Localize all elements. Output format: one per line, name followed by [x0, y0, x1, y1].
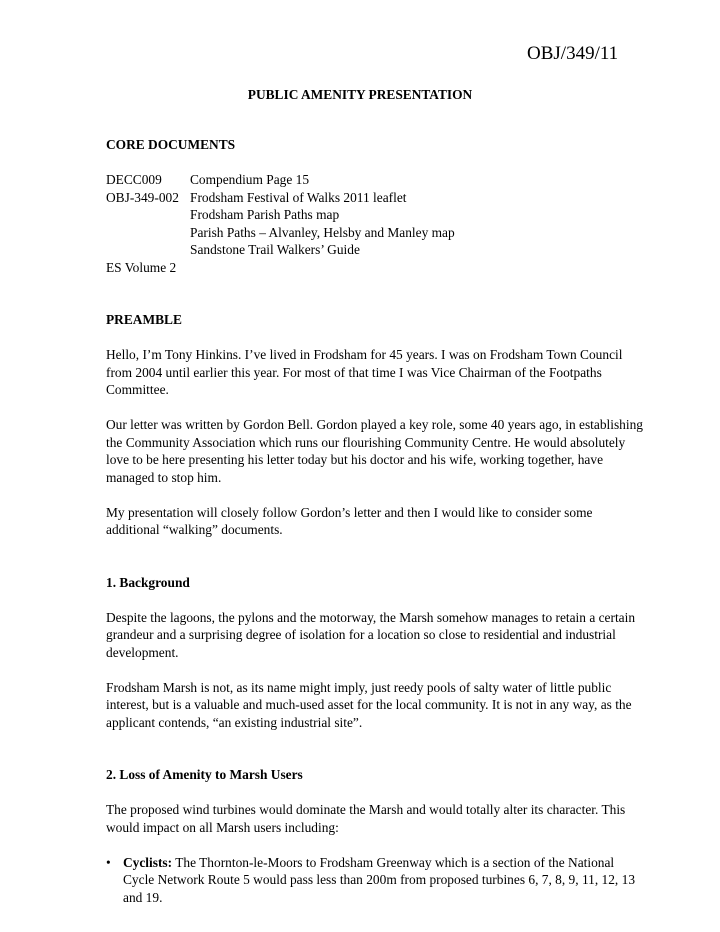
core-document-title: Frodsham Parish Paths map [190, 207, 340, 222]
core-document-row [106, 189, 646, 259]
core-document-title: Sandstone Trail Walkers’ Guide [190, 242, 360, 257]
document-body [106, 136, 646, 906]
background-paragraph: Frodsham Marsh is not, as its name might imply, just reedy pools of salty water of little public interest, but is a valuable and much-used asset for the local community. It is not in any way, as the applicant contends, “an existing industrial site”. [106, 679, 632, 730]
document-title: PUBLIC AMENITY PRESENTATION [247, 87, 473, 102]
core-document-code: ES Volume 2 [106, 259, 177, 275]
core-document-title: Compendium Page 15 [190, 172, 310, 187]
bullet-label: Cyclists: [123, 854, 173, 870]
bullet-text: The Thornton-le-Moors to Frodsham Greenway which is a section of the National Cycle Network Route 5 would pass less than 200m from proposed turbines 6, 7, 8, 9, 11, 12, 13 and 19. [123, 854, 636, 905]
core-document-row [106, 259, 646, 277]
preamble-paragraph: Hello, I’m Tony Hinkins. I’ve lived in Frodsham for 45 years. I was on Frodsham Town Council from 2004 until earlier this year. For most of that time I was Vice Chairman of the Footpaths Committee. [106, 347, 623, 397]
core-documents-heading: CORE DOCUMENTS [106, 137, 236, 152]
core-document-row [106, 171, 646, 189]
background-paragraph: Despite the lagoons, the pylons and the motorway, the Marsh somehow manages to retain a certain grandeur and a surprising degree of isolation for a location so close to residential and industrial development. [106, 609, 636, 660]
core-document-title: Parish Paths – Alvanley, Helsby and Manley map [190, 224, 455, 240]
core-document-code: OBJ-349-002 [106, 189, 179, 205]
list-item [106, 854, 646, 907]
core-document-code: DECC009 [106, 172, 162, 187]
background-heading: 1. Background [106, 574, 190, 590]
loss-of-amenity-heading: 2. Loss of Amenity to Marsh Users [106, 767, 303, 782]
preamble-paragraph: My presentation will closely follow Gordon’s letter and then I would like to consider some additional “walking” documents. [106, 504, 593, 537]
bullet-icon: • [106, 854, 111, 870]
loss-of-amenity-intro: The proposed wind turbines would dominate the Marsh and would totally alter its character. This would impact on all Marsh users including: [106, 802, 626, 835]
document-reference: OBJ/349/11 [527, 43, 619, 64]
core-documents-table [106, 171, 646, 276]
core-document-title: Frodsham Festival of Walks 2011 leaflet [190, 189, 407, 205]
preamble-heading: PREAMBLE [106, 312, 182, 327]
preamble-paragraph: Our letter was written by Gordon Bell. Gordon played a key role, some 40 years ago, in establishing the Community Association which runs our flourishing Community Centre. He would absolutely love to be here presenting his letter today but his doctor and his wife, working together, have managed to stop him. [106, 417, 643, 485]
